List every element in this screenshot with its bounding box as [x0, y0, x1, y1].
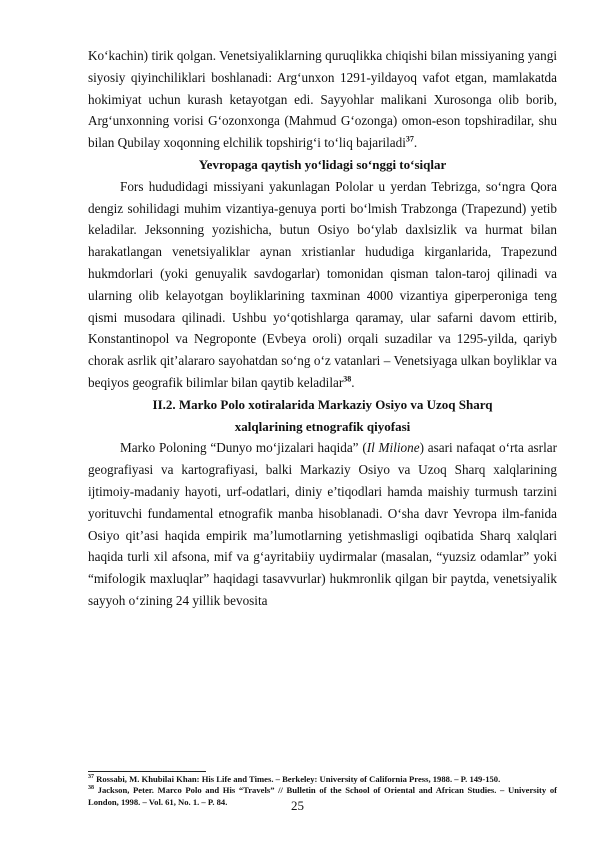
section-heading-return: Yevropaga qaytish yo‘lidagi so‘nggi to‘siqlar [198, 156, 447, 172]
footnote-divider [88, 771, 206, 772]
page-number: 25 [291, 798, 304, 813]
book-title-italic: Il Milione [366, 440, 420, 456]
footnote-37: $^{37}$ Rossabi, M. Khubilai Khan: His Life and Times. – Berkeley: University of California Press, 1988. – P. 149-150. [88, 774, 501, 784]
page-body [88, 45, 557, 612]
paragraph-3: Marko Poloning “Dunyo mo‘jizalari haqida” (Il Milione) asari nafaqat o‘rta asrlar geografiyasi va kartografiyasi, balki Markaziy Osiyo va Uzoq Sharq xalqlarining ijtimoiy-madaniy hayoti, urf-odatlari, diniy e’tiqodlari hamda maishiy turmush tarzini yorituvchi fundamental etnografik manba hisoblanadi. O‘sha davr Yevropa ilm-fanida Osiyo qit’asi haqida empirik ma’lumotlarning yetishmasligi oqibatida Sharq xalqlari haqida turli xil afsona, mif va g‘ayritabiiy uydirmalar (masalan, “yuzsiz odamlar” yoki “mifologik maxluqlar” haqidagi tasavvurlar) hukmronlik qilgan bir paytda, venetsiyalik sayyoh o‘zining 24 yillik bevosita [88, 440, 557, 608]
paragraph-2: Fors hududidagi missiyani yakunlagan Pololar u yerdan Tebrizga, so‘ngra Qora dengiz sohilidagi muhim vizantiya-genuya porti bo‘lmish Trabzonga (Trapezund) yetib keladilar. Jeksonning yozishicha, butun Osiyo bo‘ylab daxlsizlik va hurmat bilan harakatlangan venetsiyaliklar aynan xristianlar hududiga kirganlarida, Trapezund hukmdorlari (yoki genuyalik savdogarlar) tomonidan qisman talon-taroj qilinadi va ularning olib kelayotgan boyliklarining taxminan 4000 vizantiya giperperoniga teng qismi musodara qilinadi. Ushbu yo‘qotishlarga qaramay, ular safarni davom ettirib, Konstantinopol va Negroponte (Evbeya oroli) orqali suzadilar va 1295-yilda, qariyb chorak asrlik qit’alararo sayohatdan so‘ng o‘z vatanlari – Venetsiyaga ulkan boyliklar va beqiyos geografik bilimlar bilan qaytib keladilar$^{38}$. [88, 178, 557, 390]
footnote-38: $^{38}$ Jackson, Peter. Marco Polo and His “Travels” // Bulletin of the School of Oriental and African Studies. – University of London, 1998. – Vol. 61, No. 1. – P. 84. [88, 785, 557, 807]
chapter-heading-line2: xalqlarining etnografik qiyofasi [234, 418, 411, 434]
footnote-ref-37: 37 [405, 134, 414, 144]
chapter-heading-line1: II.2. Marko Polo xotiralarida Markaziy Osiyo va Uzoq Sharq [152, 396, 493, 412]
paragraph-1: Ko‘kachin) tirik qolgan. Venetsiyaliklarning quruqlikka chiqishi bilan missiyaning yangi siyosiy qiyinchiliklari boshlanadi: Arg‘unxon 1291-yildayoq vafot etgan, mamlakatda hokimiyat uchun kurash ketayotgan edi. Sayyohlar malikani Xurosonga olib borib, Arg‘unxonning vorisi G‘ozonxonga (Mahmud G‘ozonga) omon-eson topshiradilar, shu bilan Qubilay xoqonning elchilik topshirig‘i to‘liq bajariladi$^{37}$. [88, 48, 557, 151]
footnote-ref-38: 38 [343, 374, 352, 384]
